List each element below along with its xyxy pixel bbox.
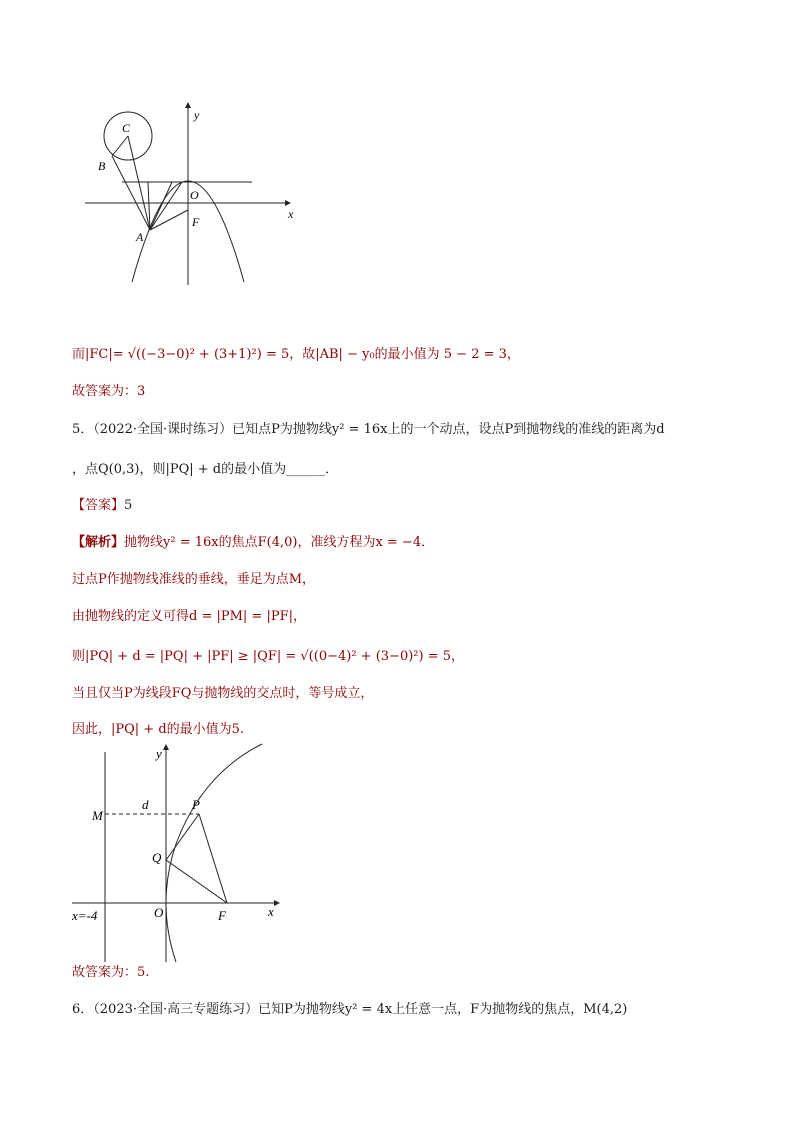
solution-step-3: 则|PQ| + d = |PQ| + |PF| ≥ |QF| = √((0−4)² + (3−0)²) = 5， [72, 649, 464, 664]
y-axis-arrow [185, 102, 191, 108]
solution-step-4: 当且仅当P为线段FQ与抛物线的交点时，等号成立， [72, 686, 374, 701]
answer-tag-line [72, 496, 732, 516]
label-d: d [142, 797, 149, 812]
label-b: B [98, 159, 106, 173]
segment-ba [112, 156, 150, 230]
analysis-line [72, 533, 732, 553]
label-x-eq: x=-4 [72, 908, 98, 923]
label-m: M [92, 808, 103, 823]
label-x: x [268, 904, 274, 919]
analysis-tag: 【解析】 [72, 535, 125, 550]
question-6-line1: 6．（2023·全国·高三专题练习）已知P为抛物线y² = 4x上任意一点，F为抛物线的焦点，M(4,2) [72, 1002, 628, 1017]
label-a: A [136, 230, 144, 244]
segment-cb [112, 136, 128, 156]
segment-ca [128, 136, 150, 230]
label-p: P [192, 797, 200, 812]
segment-a-dir3 [150, 182, 172, 230]
solution-step-2: 由抛物线的定义可得d = |PM| = |PF|， [72, 609, 306, 624]
label-x: x [288, 207, 294, 221]
label-y: y [156, 746, 162, 761]
answer-line-3: 故答案为：3 [72, 384, 146, 399]
x-axis-arrow [285, 200, 291, 206]
answer-value: 5 [124, 498, 133, 513]
segment-qf [166, 860, 227, 903]
label-y: y [194, 108, 200, 122]
segment-pf [199, 814, 227, 903]
segment-af [150, 210, 188, 230]
solution-step-1: 过点P作抛物线准线的垂线，垂足为点M， [72, 572, 316, 587]
label-f: F [192, 215, 200, 229]
segment-a-dir2 [150, 182, 182, 230]
label-o: O [154, 905, 164, 920]
label-f: F [218, 908, 226, 923]
x-axis-arrow [274, 900, 280, 906]
y-axis-arrow [163, 744, 169, 750]
solution-step-5: 因此，|PQ| + d的最小值为5. [72, 722, 245, 737]
label-o: O [190, 188, 199, 202]
figure-parabola-pq [72, 742, 292, 966]
solution-line-fc: 而|FC|= √((−3−0)² + (3+1)²) = 5，故|AB| − y₀的最小值为 5 − 2 = 3， [72, 347, 520, 362]
label-q: Q [152, 850, 162, 865]
question-5-line2: ，点Q(0,3)，则|PQ| + d的最小值为______． [72, 462, 339, 477]
label-c: C [122, 121, 131, 135]
analysis-text: 抛物线y² = 16x的焦点F(4,0)，准线方程为x = −4． [124, 535, 435, 550]
segment-pq [166, 814, 199, 860]
answer-line-5: 故答案为：5. [72, 965, 150, 980]
figure-circle-parabola [80, 100, 300, 290]
answer-tag: 【答案】 [72, 498, 125, 513]
question-5-line1: 5．（2022·全国·课时练习）已知点P为抛物线y² = 16x上的一个动点，设点P到抛物线的准线的距离为d [72, 422, 665, 437]
parabola-curve [166, 744, 262, 962]
